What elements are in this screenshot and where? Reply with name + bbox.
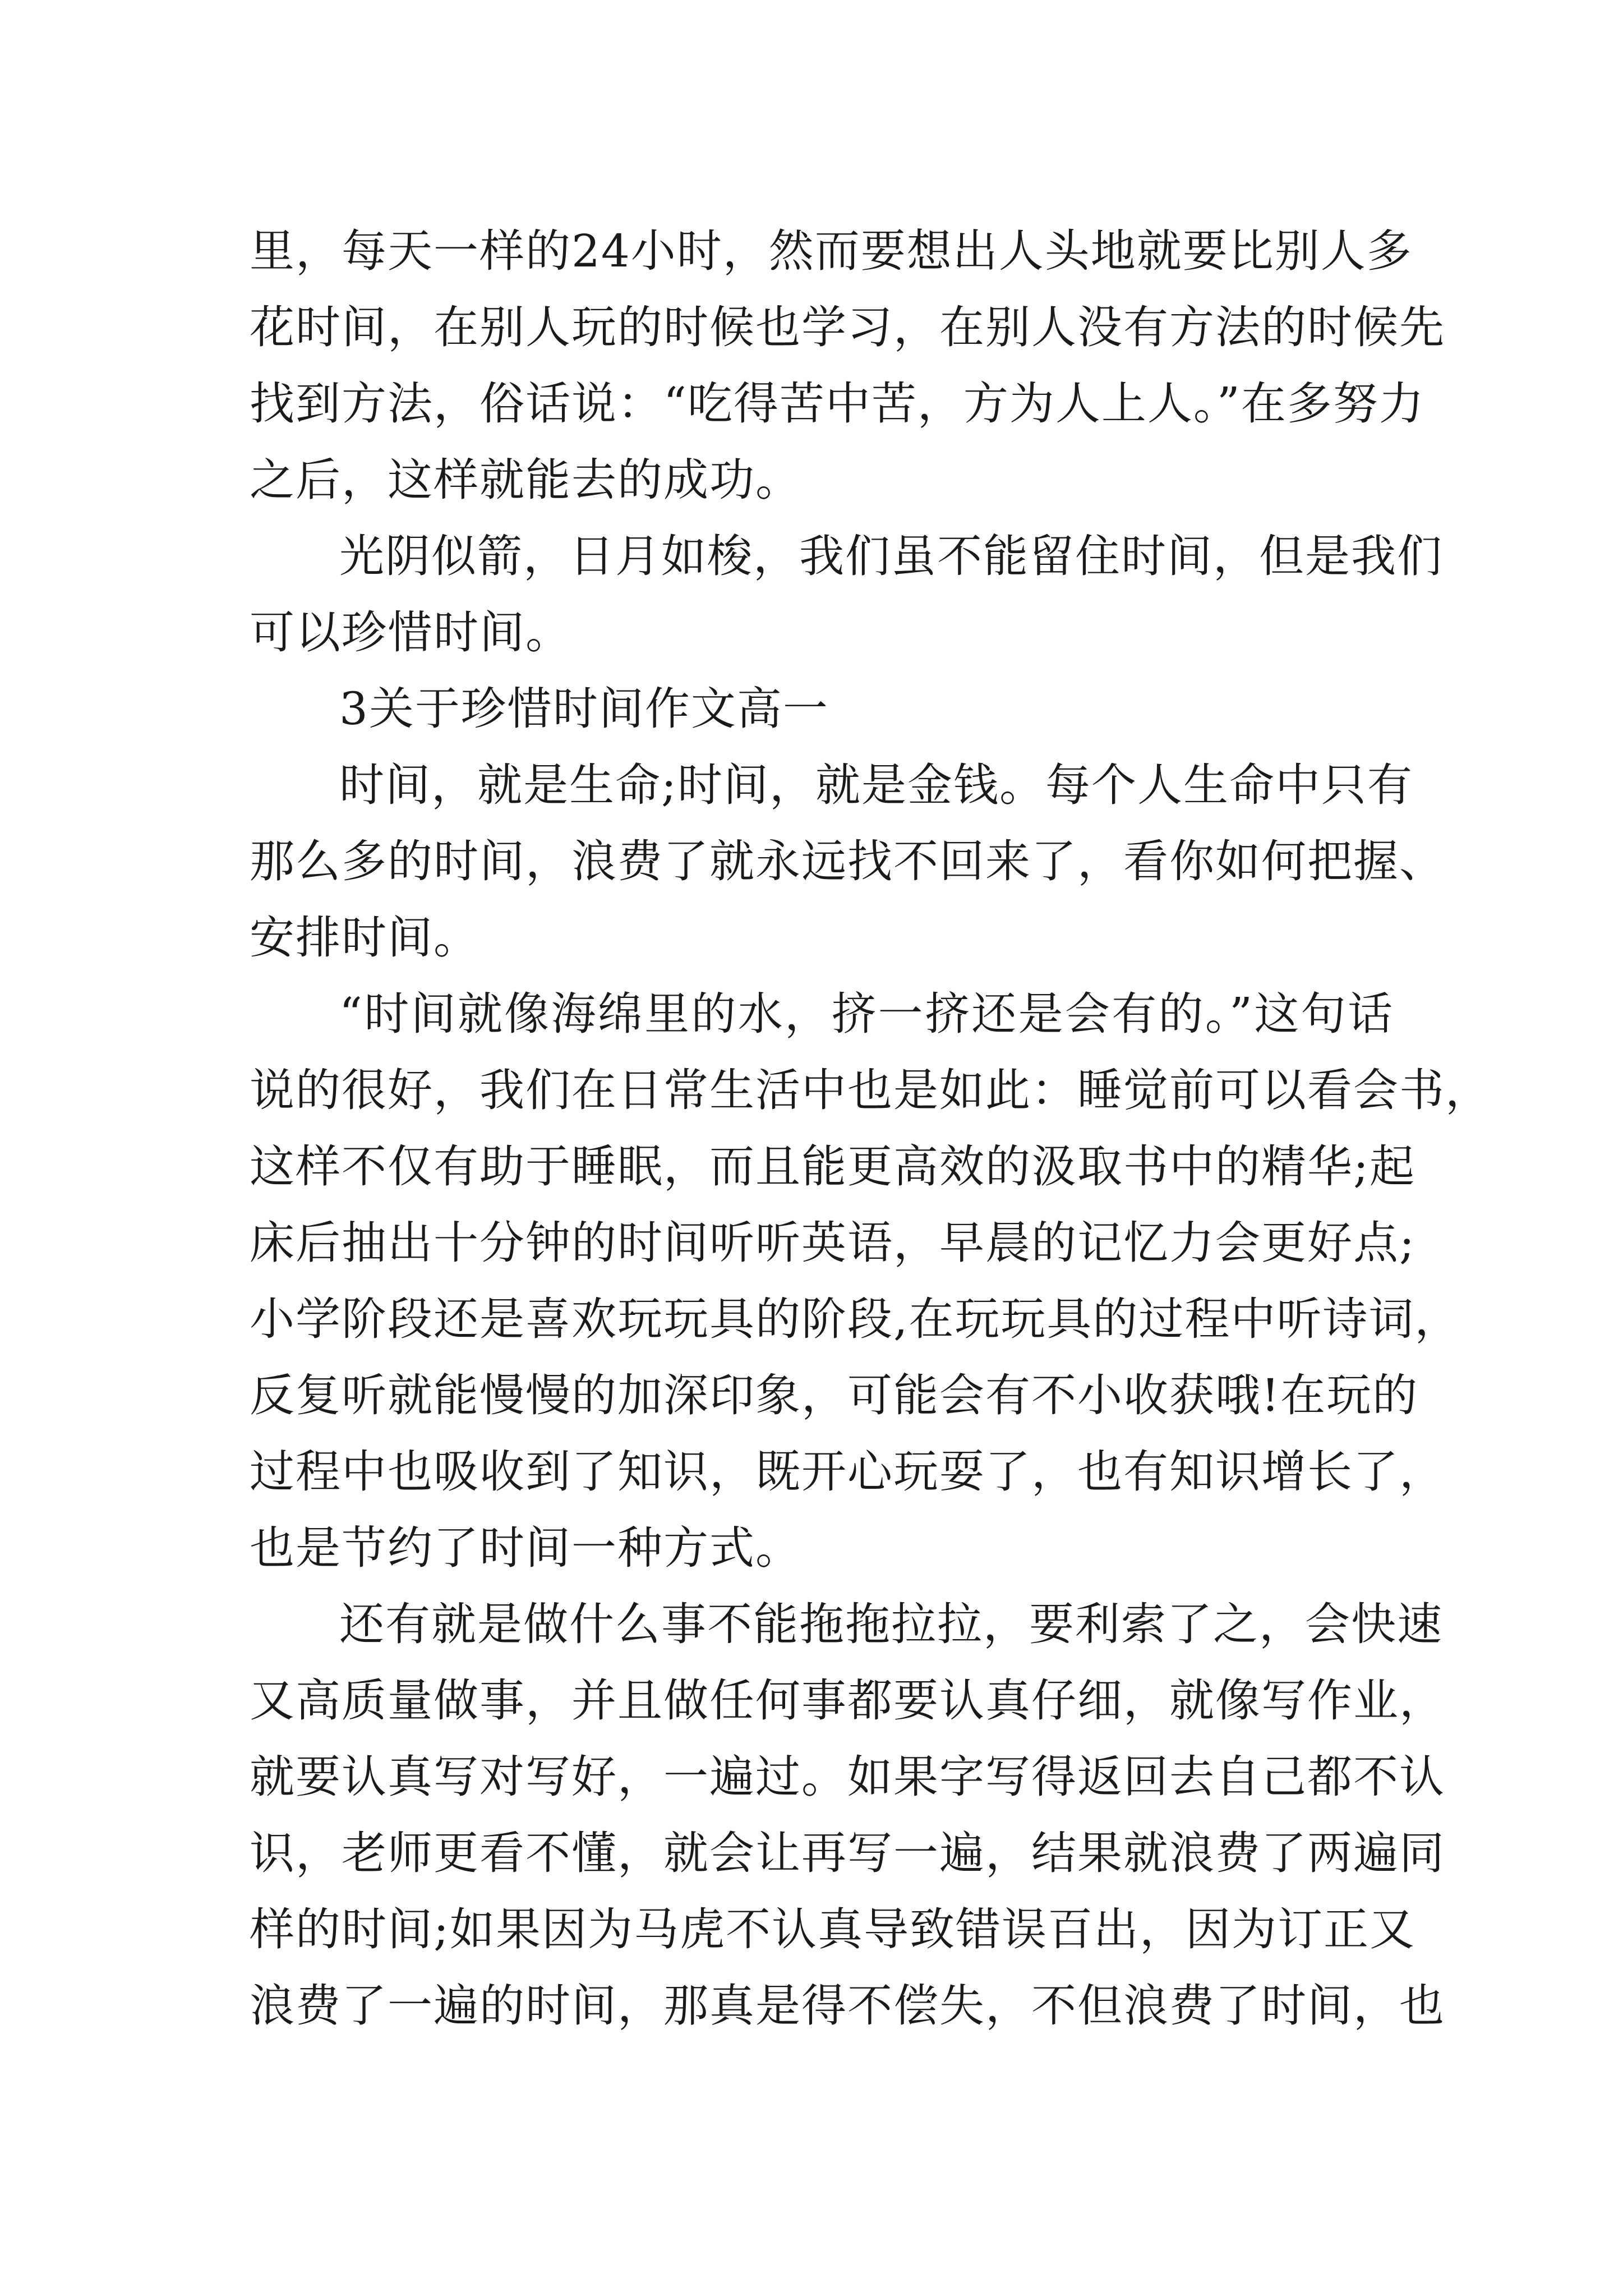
text-line: 安排时间。: [250, 912, 479, 964]
text-line: 光阴似箭，日月如梭，我们虽不能留住时间，但是我们: [339, 530, 1443, 582]
text-line: 里，每天一样的24小时，然而要想出人头地就要比别人多: [250, 225, 1413, 277]
text-line: 识，老师更看不懂，就会让再写一遍，结果就浪费了两遍同: [250, 1827, 1445, 1879]
text-line: 也是节约了时间一种方式。: [250, 1522, 801, 1574]
text-line: 浪费了一遍的时间，那真是得不偿失，不但浪费了时间，也: [250, 1980, 1445, 2032]
text-line: 花时间，在别人玩的时候也学习，在别人没有方法的时候先: [250, 301, 1445, 353]
text-line: “时间就像海绵里的水，挤一挤还是会有的。”这句话: [339, 988, 1394, 1040]
text-line: 说的很好，我们在日常生活中也是如此：睡觉前可以看会书，: [250, 1064, 1491, 1116]
text-line: 过程中也吸收到了知识，既开心玩耍了，也有知识增长了，: [250, 1446, 1445, 1498]
text-line: 小学阶段还是喜欢玩玩具的阶段,在玩玩具的过程中听诗词，: [250, 1293, 1461, 1345]
text-line: 样的时间;如果因为马虎不认真导致错误百出，因为订正又: [250, 1903, 1415, 1955]
text-line: 找到方法，俗话说：“吃得苦中苦，方为人上人。”在多努力: [250, 378, 1425, 430]
text-line: 就要认真写对写好，一遍过。如果字写得返回去自己都不认: [250, 1751, 1445, 1803]
text-line: 时间，就是生命;时间，就是金钱。每个人生命中只有: [339, 759, 1413, 811]
text-line: 可以珍惜时间。: [250, 606, 571, 659]
text-line: 床后抽出十分钟的时间听听英语，早晨的记忆力会更好点;: [250, 1217, 1415, 1269]
text-line: 之后，这样就能去的成功。: [250, 454, 801, 506]
section-heading: 3关于珍惜时间作文高一: [339, 683, 829, 735]
text-line: 反复听就能慢慢的加深印象，可能会有不小收获哦!在玩的: [250, 1369, 1419, 1421]
text-line: 这样不仅有助于睡眠，而且能更高效的汲取书中的精华;起: [250, 1140, 1415, 1193]
text-line: 那么多的时间，浪费了就永远找不回来了，看你如何把握、: [250, 835, 1445, 887]
text-line: 还有就是做什么事不能拖拖拉拉，要利索了之，会快速: [339, 1598, 1443, 1650]
text-line: 又高质量做事，并且做任何事都要认真仔细，就像写作业，: [250, 1674, 1445, 1727]
